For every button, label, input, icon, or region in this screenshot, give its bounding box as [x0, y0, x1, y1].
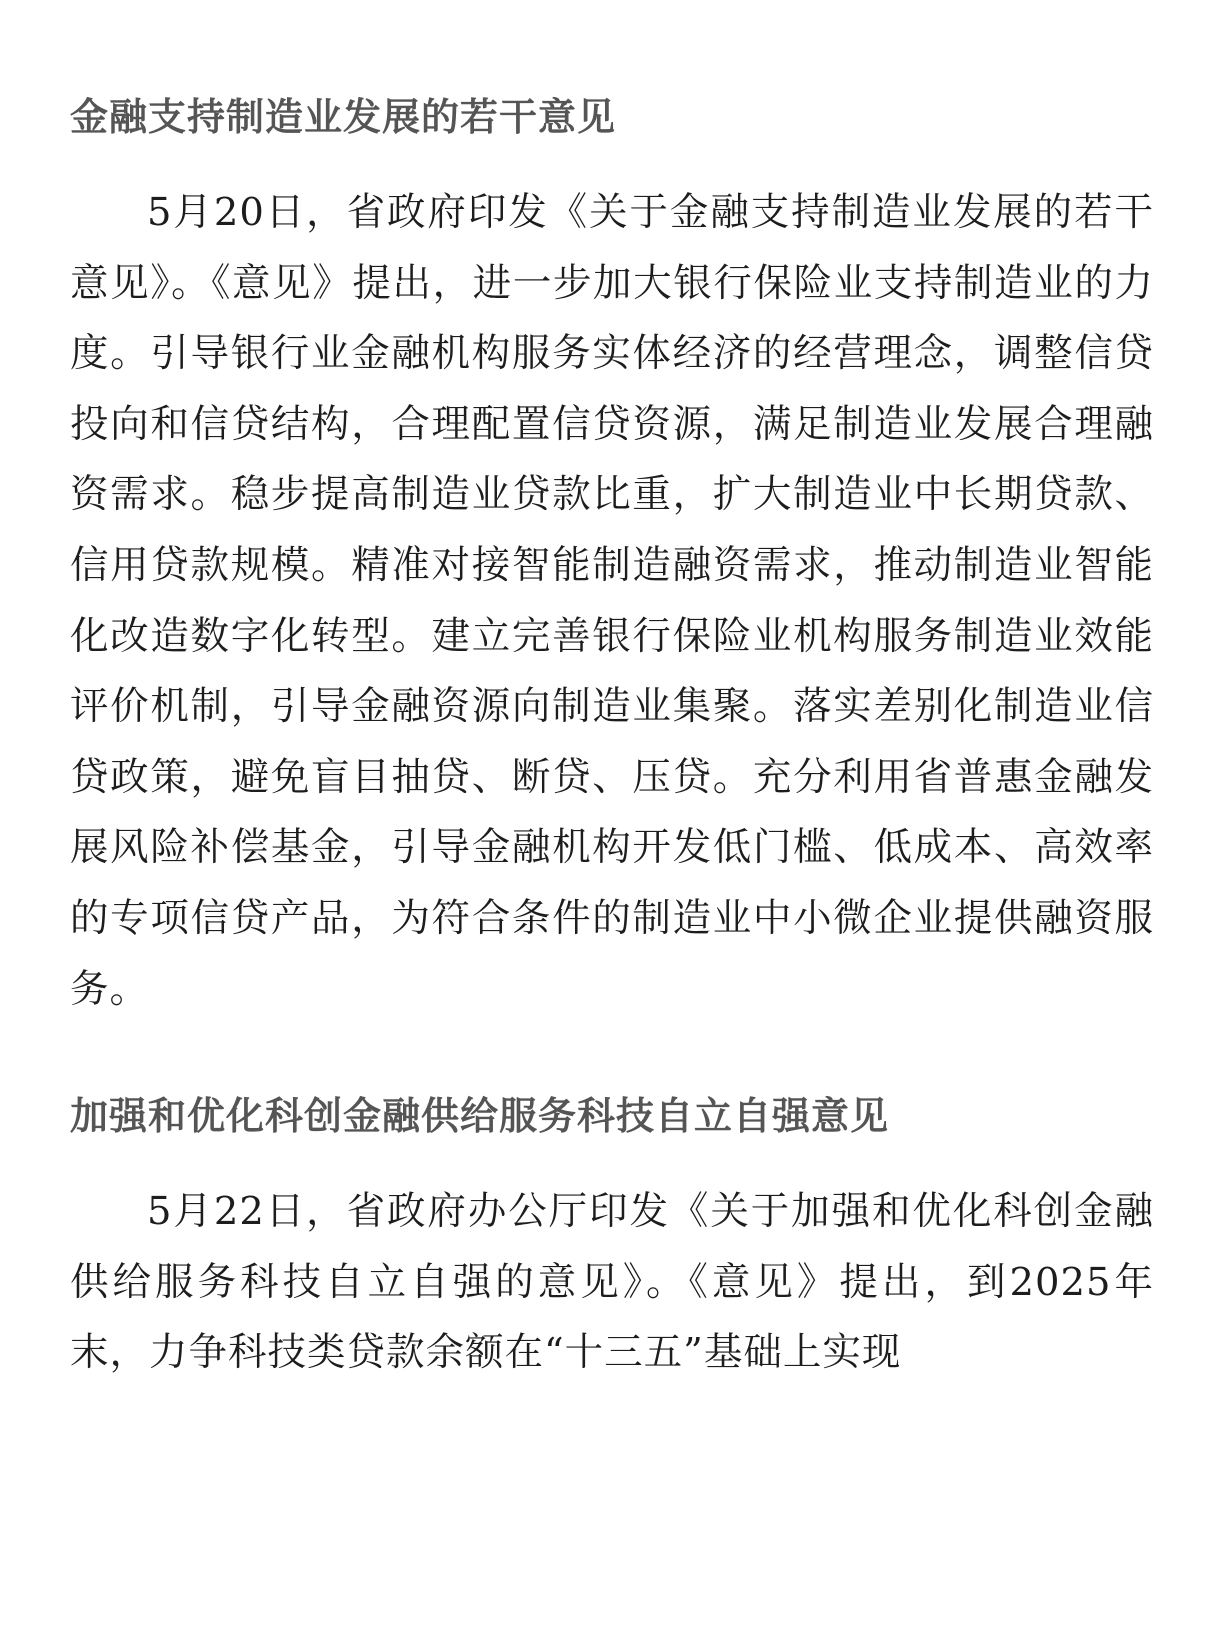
- section-tech-finance: [70, 1081, 1154, 1389]
- section-heading: 加强和优化科创金融供给服务科技自立自强意见: [70, 1094, 890, 1139]
- section-manufacturing-finance: [70, 82, 1154, 1025]
- section-paragraph: 5月20日，省政府印发《关于金融支持制造业发展的若干意见》。《意见》提出，进一步加大银行保险业支持制造业的力度。引导银行业金融机构服务实体经济的经营理念，调整信贷投向和信贷结构，合理配置信贷资源，满足制造业发展合理融资需求。稳步提高制造业贷款比重，扩大制造业中长期贷款、信用贷款规模。精准对接智能制造融资需求，推动制造业智能化改造数字化转型。建立完善银行保险业机构服务制造业效能评价机制，引导金融资源向制造业集聚。落实差别化制造业信贷政策，避免盲目抽贷、断贷、压贷。充分利用省普惠金融发展风险补偿基金，引导金融机构开发低门槛、低成本、高效率的专项信贷产品，为符合条件的制造业中小微企业提供融资服务。: [70, 190, 1154, 1012]
- section-heading: 金融支持制造业发展的若干意见: [70, 95, 617, 139]
- section-paragraph: 5月22日，省政府办公厅印发《关于加强和优化科创金融供给服务科技自立自强的意见》。《意见》提出，到2025年末，力争科技类贷款余额在“十三五”基础上实现: [70, 1189, 1154, 1376]
